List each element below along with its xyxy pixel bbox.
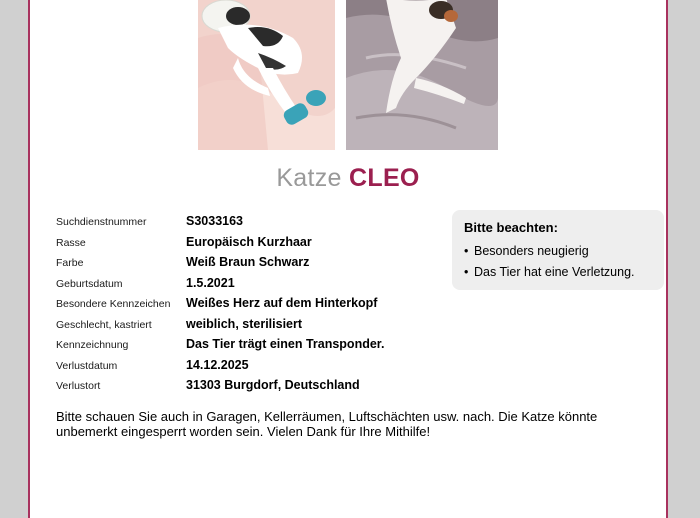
cat-photo-2 [346, 0, 498, 150]
bullet-icon: • [464, 244, 469, 258]
animal-kind: Katze [276, 164, 342, 192]
bullet-icon: • [464, 265, 469, 279]
cat-photo-1 [198, 0, 335, 150]
detail-row-loss-location: Verlustort 31303 Burgdorf, Deutschland [56, 378, 360, 392]
detail-row-breed: Rasse Europäisch Kurzhaar [56, 234, 312, 249]
detail-row-color: Farbe Weiß Braun Schwarz [56, 255, 310, 269]
notice-title: Bitte beachten: [464, 220, 558, 235]
flyer-page [28, 0, 668, 518]
detail-row-loss-date: Verlustdatum 14.12.2025 [56, 357, 249, 372]
detail-row-birthdate: Geburtsdatum 1.5.2021 [56, 275, 235, 290]
notice-item: • Das Tier hat eine Verletzung. [464, 262, 652, 283]
animal-name: CLEO [349, 164, 420, 192]
detail-row-search-number: Suchdienstnummer S3033163 [56, 214, 244, 228]
details-table [56, 213, 456, 398]
detail-row-sex: Geschlecht, kastriert weiblich, sterilisiert [56, 316, 303, 331]
detail-row-special-marks: Besondere Kennzeichen Weißes Herz auf dem Hinterkopf [56, 296, 378, 310]
notice-box [452, 210, 664, 290]
detail-row-identification: Kennzeichnung Das Tier trägt einen Transponder. [56, 337, 385, 351]
page-title [30, 164, 666, 193]
notice-item: • Besonders neugierig [464, 241, 652, 262]
notice-list [464, 241, 652, 283]
footer-message: Bitte schauen Sie auch in Garagen, Kellerräumen, Luftschächten usw. nach. Die Katze könnte unbemerkt eingesperrt worden sein. Vielen Dank für Ihre Mithilfe! [56, 409, 598, 439]
